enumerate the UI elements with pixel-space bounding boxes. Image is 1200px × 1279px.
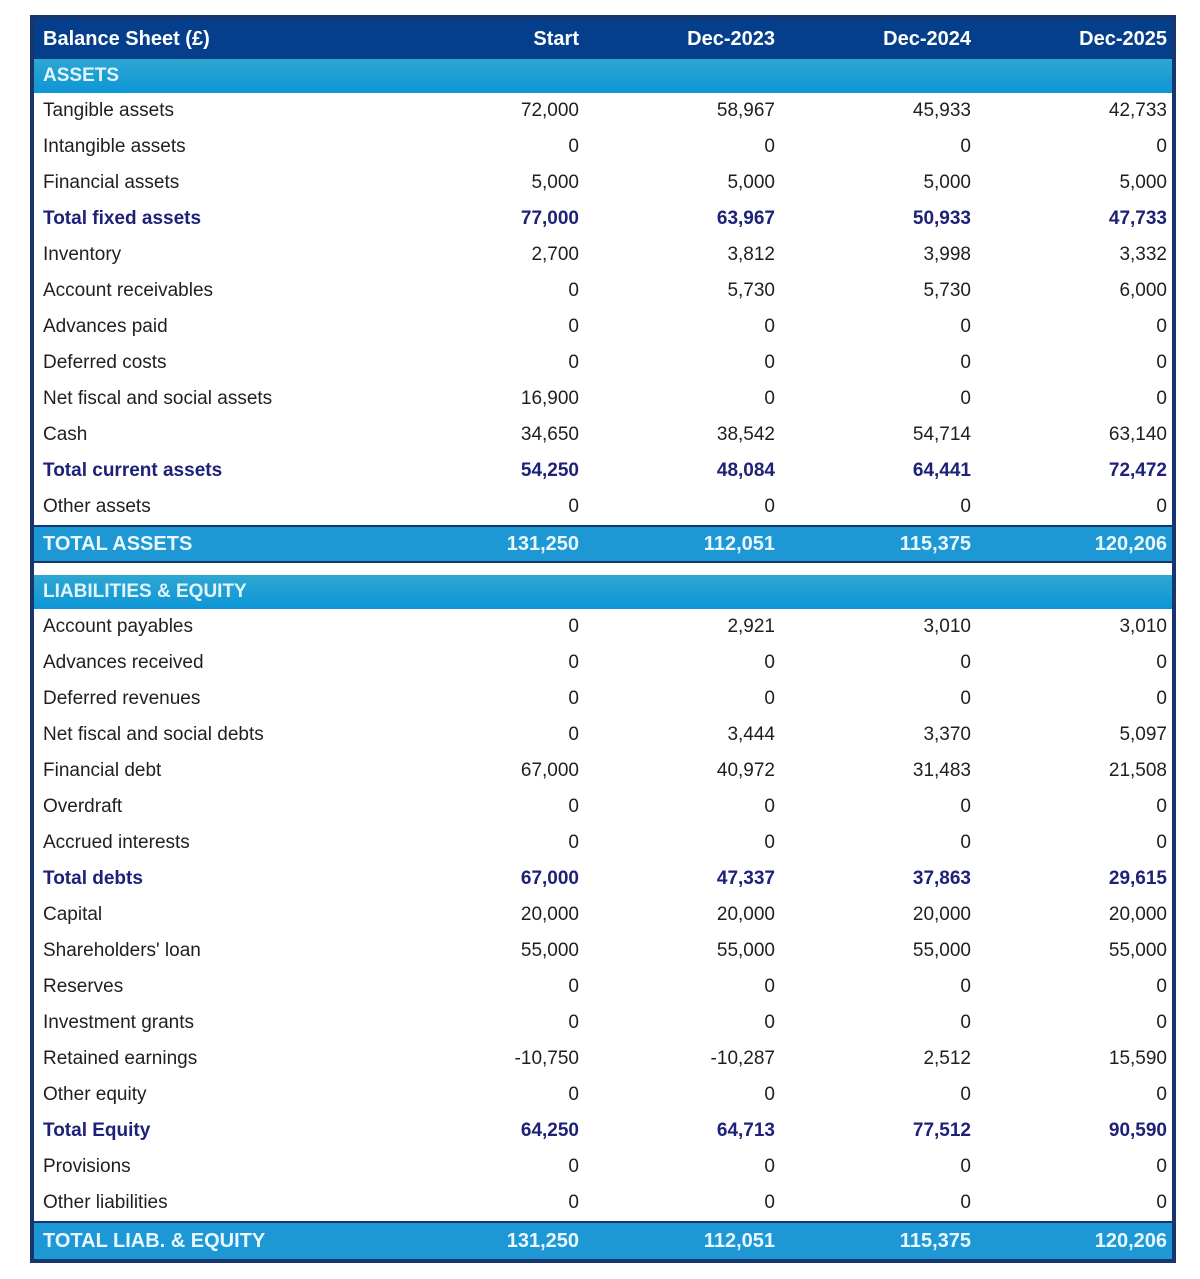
- value-cell: 0: [960, 136, 971, 157]
- row-label: Accrued interests: [43, 832, 190, 853]
- row-label: Financial assets: [43, 172, 180, 193]
- total-label: TOTAL ASSETS: [43, 532, 193, 555]
- table-row-reserves: [34, 969, 1172, 1005]
- value-cell: 55,000: [716, 940, 775, 961]
- value-cell: 3,010: [1119, 616, 1167, 637]
- table-row-capital: [34, 897, 1172, 933]
- value-cell: 0: [764, 976, 775, 997]
- row-label: Financial debt: [43, 760, 162, 781]
- value-cell: 64,250: [520, 1120, 579, 1141]
- value-cell: 54,714: [912, 424, 971, 445]
- value-cell: 2,921: [727, 616, 775, 637]
- total-row-total-assets: [34, 525, 1172, 563]
- value-cell: 38,542: [716, 424, 775, 445]
- table-row-inventory: [34, 237, 1172, 273]
- value-cell: 0: [764, 688, 775, 709]
- value-cell: 3,812: [727, 244, 775, 265]
- row-label: Tangible assets: [43, 100, 174, 121]
- value-cell: 0: [568, 1012, 579, 1033]
- table-row-tangible-assets: [34, 93, 1172, 129]
- value-cell: 72,000: [520, 100, 579, 121]
- table-row-total-current-assets: [34, 453, 1172, 489]
- table-row-account-payables: [34, 609, 1172, 645]
- value-cell: 0: [568, 316, 579, 337]
- value-cell: 0: [1156, 1012, 1167, 1033]
- row-label: Other equity: [43, 1084, 147, 1105]
- value-cell: 42,733: [1108, 100, 1167, 121]
- row-label: Reserves: [43, 976, 124, 997]
- value-cell: 0: [764, 1012, 775, 1033]
- value-cell: 0: [1156, 976, 1167, 997]
- value-cell: 5,000: [1119, 172, 1167, 193]
- value-cell: 0: [960, 1192, 971, 1213]
- value-cell: -10,287: [710, 1048, 775, 1069]
- total-value-cell: 112,051: [703, 1229, 775, 1252]
- table-row-net-fiscal-and-social-debts: [34, 717, 1172, 753]
- table-header-row: [34, 19, 1172, 59]
- value-cell: 47,337: [716, 868, 775, 889]
- total-value-cell: 120,206: [1094, 532, 1167, 555]
- value-cell: 0: [960, 652, 971, 673]
- section-title: ASSETS: [43, 65, 120, 86]
- value-cell: 0: [1156, 136, 1167, 157]
- total-value-cell: 112,051: [703, 532, 775, 555]
- value-cell: 0: [568, 1084, 579, 1105]
- table-row-accrued-interests: [34, 825, 1172, 861]
- value-cell: 37,863: [912, 868, 971, 889]
- value-cell: 0: [764, 1084, 775, 1105]
- row-label: Total Equity: [43, 1120, 151, 1141]
- value-cell: 3,332: [1119, 244, 1167, 265]
- value-cell: 0: [960, 388, 971, 409]
- value-cell: 72,472: [1108, 460, 1167, 481]
- row-label: Capital: [43, 904, 103, 925]
- row-label: Other liabilities: [43, 1192, 168, 1213]
- table-row-provisions: [34, 1149, 1172, 1185]
- value-cell: 0: [568, 832, 579, 853]
- value-cell: 0: [764, 388, 775, 409]
- value-cell: 55,000: [1108, 940, 1167, 961]
- table-row-investment-grants: [34, 1005, 1172, 1041]
- row-label: Advances received: [43, 652, 204, 673]
- value-cell: 64,713: [716, 1120, 775, 1141]
- value-cell: 0: [960, 496, 971, 517]
- total-label: TOTAL LIAB. & EQUITY: [43, 1229, 266, 1252]
- table-row-account-receivables: [34, 273, 1172, 309]
- row-label: Other assets: [43, 496, 151, 517]
- value-cell: 0: [1156, 1084, 1167, 1105]
- value-cell: 0: [1156, 316, 1167, 337]
- value-cell: 64,441: [912, 460, 971, 481]
- table-row-other-liabilities: [34, 1185, 1172, 1221]
- value-cell: 0: [568, 280, 579, 301]
- row-label: Total debts: [43, 868, 143, 889]
- table-row-deferred-costs: [34, 345, 1172, 381]
- row-label: Net fiscal and social debts: [43, 724, 264, 745]
- value-cell: 0: [568, 1156, 579, 1177]
- value-cell: 0: [960, 1156, 971, 1177]
- value-cell: 0: [960, 688, 971, 709]
- value-cell: 15,590: [1108, 1048, 1167, 1069]
- table-title: Balance Sheet (£): [43, 27, 210, 50]
- value-cell: 0: [568, 496, 579, 517]
- value-cell: 0: [1156, 388, 1167, 409]
- value-cell: 55,000: [912, 940, 971, 961]
- table-row-financial-debt: [34, 753, 1172, 789]
- value-cell: 0: [764, 796, 775, 817]
- row-label: Deferred revenues: [43, 688, 201, 709]
- value-cell: 0: [960, 976, 971, 997]
- table-row-financial-assets: [34, 165, 1172, 201]
- value-cell: 0: [568, 1192, 579, 1213]
- value-cell: 0: [1156, 652, 1167, 673]
- table-row-net-fiscal-and-social-assets: [34, 381, 1172, 417]
- value-cell: 48,084: [716, 460, 775, 481]
- section-header-liabilities-equity: [34, 575, 1172, 609]
- value-cell: 3,370: [923, 724, 971, 745]
- value-cell: 0: [1156, 1156, 1167, 1177]
- value-cell: 0: [1156, 832, 1167, 853]
- value-cell: 20,000: [1108, 904, 1167, 925]
- table-row-advances-paid: [34, 309, 1172, 345]
- table-row-total-equity: [34, 1113, 1172, 1149]
- value-cell: 5,000: [923, 172, 971, 193]
- value-cell: 0: [568, 796, 579, 817]
- value-cell: 0: [1156, 1192, 1167, 1213]
- value-cell: 0: [568, 352, 579, 373]
- value-cell: 0: [1156, 496, 1167, 517]
- value-cell: 0: [764, 352, 775, 373]
- row-label: Intangible assets: [43, 136, 186, 157]
- total-value-cell: 131,250: [506, 532, 579, 555]
- row-label: Investment grants: [43, 1012, 195, 1033]
- value-cell: 0: [960, 832, 971, 853]
- table-row-intangible-assets: [34, 129, 1172, 165]
- total-value-cell: 120,206: [1094, 1229, 1167, 1252]
- value-cell: 40,972: [716, 760, 775, 781]
- value-cell: 63,140: [1108, 424, 1167, 445]
- value-cell: 0: [764, 832, 775, 853]
- balance-sheet-table: [30, 15, 1176, 1263]
- column-header-dec-2023: Dec-2023: [687, 27, 775, 50]
- value-cell: 54,250: [520, 460, 579, 481]
- value-cell: 0: [960, 1084, 971, 1105]
- total-value-cell: 131,250: [506, 1229, 579, 1252]
- value-cell: 16,900: [520, 388, 579, 409]
- value-cell: 0: [568, 724, 579, 745]
- value-cell: 0: [1156, 352, 1167, 373]
- row-label: Provisions: [43, 1156, 131, 1177]
- value-cell: 58,967: [716, 100, 775, 121]
- value-cell: 20,000: [912, 904, 971, 925]
- table-row-cash: [34, 417, 1172, 453]
- table-row-total-fixed-assets: [34, 201, 1172, 237]
- value-cell: 45,933: [912, 100, 971, 121]
- total-value-cell: 115,375: [899, 1229, 971, 1252]
- value-cell: 67,000: [520, 760, 579, 781]
- table-row-other-equity: [34, 1077, 1172, 1113]
- table-row-other-assets: [34, 489, 1172, 525]
- value-cell: 21,508: [1108, 760, 1167, 781]
- value-cell: 0: [568, 616, 579, 637]
- row-label: Inventory: [43, 244, 122, 265]
- value-cell: 67,000: [520, 868, 579, 889]
- value-cell: 55,000: [520, 940, 579, 961]
- table-row-total-debts: [34, 861, 1172, 897]
- total-value-cell: 115,375: [899, 532, 971, 555]
- value-cell: 5,097: [1119, 724, 1167, 745]
- table-row-retained-earnings: [34, 1041, 1172, 1077]
- value-cell: 0: [764, 496, 775, 517]
- value-cell: 5,730: [727, 280, 775, 301]
- row-label: Net fiscal and social assets: [43, 388, 273, 409]
- total-row-total-liab-equity: [34, 1221, 1172, 1259]
- value-cell: 34,650: [520, 424, 579, 445]
- value-cell: 0: [960, 316, 971, 337]
- value-cell: 0: [1156, 688, 1167, 709]
- row-label: Deferred costs: [43, 352, 167, 373]
- value-cell: 0: [568, 136, 579, 157]
- value-cell: 0: [960, 796, 971, 817]
- value-cell: 2,512: [923, 1048, 971, 1069]
- value-cell: 0: [568, 688, 579, 709]
- value-cell: 5,000: [531, 172, 579, 193]
- section-spacer: [34, 563, 1172, 575]
- row-label: Account payables: [43, 616, 193, 637]
- value-cell: 20,000: [520, 904, 579, 925]
- value-cell: 77,000: [520, 208, 579, 229]
- table-body: [34, 59, 1172, 1259]
- value-cell: 0: [764, 1156, 775, 1177]
- value-cell: 0: [1156, 796, 1167, 817]
- value-cell: 50,933: [912, 208, 971, 229]
- value-cell: 6,000: [1119, 280, 1167, 301]
- value-cell: 3,998: [923, 244, 971, 265]
- row-label: Overdraft: [43, 796, 123, 817]
- section-title: LIABILITIES & EQUITY: [43, 581, 247, 602]
- value-cell: 63,967: [716, 208, 775, 229]
- value-cell: 0: [764, 652, 775, 673]
- column-header-dec-2025: Dec-2025: [1079, 27, 1167, 50]
- value-cell: 3,010: [923, 616, 971, 637]
- value-cell: 0: [764, 136, 775, 157]
- value-cell: 77,512: [912, 1120, 971, 1141]
- value-cell: 20,000: [716, 904, 775, 925]
- row-label: Total current assets: [43, 460, 223, 481]
- column-header-dec-2024: Dec-2024: [883, 27, 971, 50]
- row-label: Retained earnings: [43, 1048, 198, 1069]
- value-cell: 5,730: [923, 280, 971, 301]
- value-cell: 0: [960, 352, 971, 373]
- value-cell: 3,444: [727, 724, 775, 745]
- value-cell: -10,750: [514, 1048, 579, 1069]
- value-cell: 0: [764, 316, 775, 337]
- value-cell: 29,615: [1108, 868, 1167, 889]
- value-cell: 31,483: [912, 760, 971, 781]
- value-cell: 47,733: [1108, 208, 1167, 229]
- row-label: Advances paid: [43, 316, 168, 337]
- value-cell: 0: [764, 1192, 775, 1213]
- value-cell: 0: [568, 652, 579, 673]
- table-row-overdraft: [34, 789, 1172, 825]
- section-header-assets: [34, 59, 1172, 93]
- value-cell: 5,000: [727, 172, 775, 193]
- table-row-shareholders-loan: [34, 933, 1172, 969]
- value-cell: 0: [960, 1012, 971, 1033]
- value-cell: 90,590: [1108, 1120, 1167, 1141]
- value-cell: 2,700: [531, 244, 579, 265]
- table-row-advances-received: [34, 645, 1172, 681]
- row-label: Cash: [43, 424, 88, 445]
- column-header-start: Start: [533, 27, 579, 50]
- row-label: Shareholders' loan: [43, 940, 201, 961]
- value-cell: 0: [568, 976, 579, 997]
- row-label: Total fixed assets: [43, 208, 202, 229]
- table-row-deferred-revenues: [34, 681, 1172, 717]
- row-label: Account receivables: [43, 280, 214, 301]
